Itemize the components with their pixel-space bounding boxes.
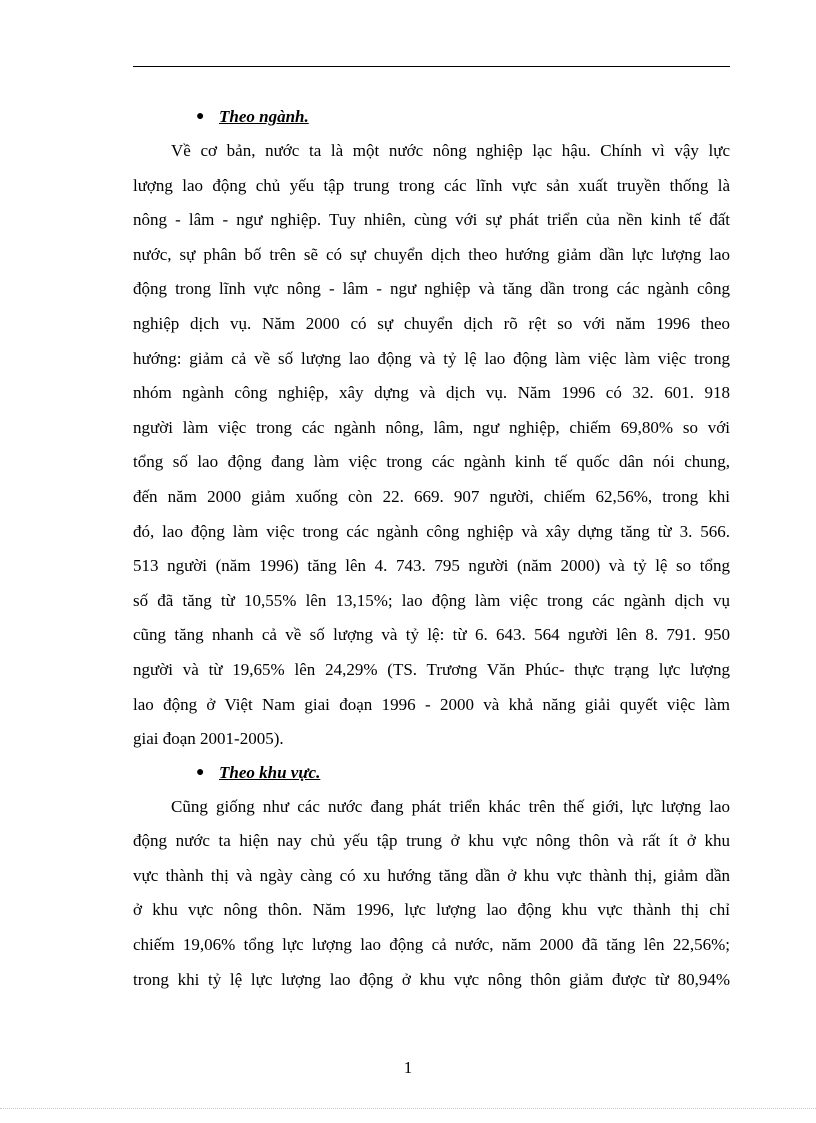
paragraph-by-region — [133, 790, 730, 998]
paragraph-line: lượng lao động chủ yếu tập trung trong các lĩnh vực sản xuất truyền thống là — [133, 175, 730, 195]
page-number: 1 — [403, 1058, 413, 1077]
paragraph-line: nước, sự phân bố trên sẽ có sự chuyển dịch theo hướng giảm dần lực lượng lao — [133, 244, 730, 264]
paragraph-line: cũng tăng nhanh cả về số lượng và tỷ lệ: từ 6. 643. 564 người lên 8. 791. 950 — [133, 625, 730, 645]
bullet-icon: ● — [196, 764, 205, 780]
paragraph-line: hướng: giảm cả về số lượng lao động và tỷ lệ lao động làm việc làm việc trong — [133, 348, 730, 368]
paragraph-line: tổng số lao động đang làm việc trong các ngành kinh tế quốc dân nói chung, — [133, 452, 730, 472]
paragraph-line: 513 người (năm 1996) tăng lên 4. 743. 795 người (năm 2000) và tỷ lệ so tổng — [133, 556, 730, 576]
paragraph-line: người làm việc trong các ngành nông, lâm, ngư nghiệp, chiếm 69,80% so với — [133, 417, 730, 437]
paragraph-line: nhóm ngành công nghiệp, xây dựng và dịch vụ. Năm 1996 có 32. 601. 918 — [133, 383, 730, 403]
section-heading-text: Theo khu vực. — [219, 762, 321, 782]
section-heading-by-sector — [133, 101, 730, 132]
page-content — [133, 101, 730, 997]
paragraph-line: số đã tăng từ 10,55% lên 13,15%; lao động làm việc trong các ngành dịch vụ — [133, 590, 730, 610]
paragraph-line: nghiệp dịch vụ. Năm 2000 có sự chuyển dịch rõ rệt so với năm 1996 theo — [133, 313, 730, 333]
paragraph-line: người và từ 19,65% lên 24,29% (TS. Trương Văn Phúc- thực trạng lực lượng — [133, 659, 730, 679]
section-heading-by-region — [133, 757, 730, 788]
paragraph-line: vực thành thị và ngày càng có xu hướng tăng dần ở khu vực thành thị, giảm dần — [133, 865, 730, 885]
paragraph-line: Cũng giống như các nước đang phát triển khác trên thế giới, lực lượng lao — [171, 796, 730, 816]
section-heading-text: Theo ngành. — [219, 107, 309, 126]
paragraph-line: chiếm 19,06% tổng lực lượng lao động cả nước, năm 2000 đã tăng lên 22,56%; — [133, 935, 730, 955]
paragraph-line: động trong lĩnh vực nông - lâm - ngư nghiệp và tăng dần trong các ngành công — [133, 279, 730, 299]
footer-divider — [0, 1108, 816, 1109]
paragraph-line: giai đoạn 2001-2005). — [133, 729, 284, 749]
paragraph-line: đến năm 2000 giảm xuống còn 22. 669. 907 người, chiếm 62,56%, trong khi — [133, 486, 730, 506]
paragraph-line: ở khu vực nông thôn. Năm 1996, lực lượng lao động khu vực thành thị chỉ — [133, 900, 730, 920]
paragraph-line: động nước ta hiện nay chủ yếu tập trung ở khu vực nông thôn và rất ít ở khu — [133, 831, 730, 851]
bullet-icon: ● — [196, 109, 205, 124]
paragraph-line: lao động ở Việt Nam giai đoạn 1996 - 2000 và khả năng giải quyết việc làm — [133, 694, 730, 714]
paragraph-line: trong khi tỷ lệ lực lượng lao động ở khu vực nông thôn giảm được từ 80,94% — [133, 969, 730, 989]
paragraph-line: nông - lâm - ngư nghiệp. Tuy nhiên, cùng với sự phát triển của nền kinh tế đất — [133, 210, 730, 230]
paragraph-by-sector — [133, 134, 730, 757]
paragraph-line: đó, lao động làm việc trong các ngành công nghiệp và xây dựng tăng từ 3. 566. — [133, 521, 730, 541]
header-rule — [133, 66, 730, 67]
paragraph-line: Về cơ bản, nước ta là một nước nông nghiệp lạc hậu. Chính vì vậy lực — [171, 141, 730, 160]
